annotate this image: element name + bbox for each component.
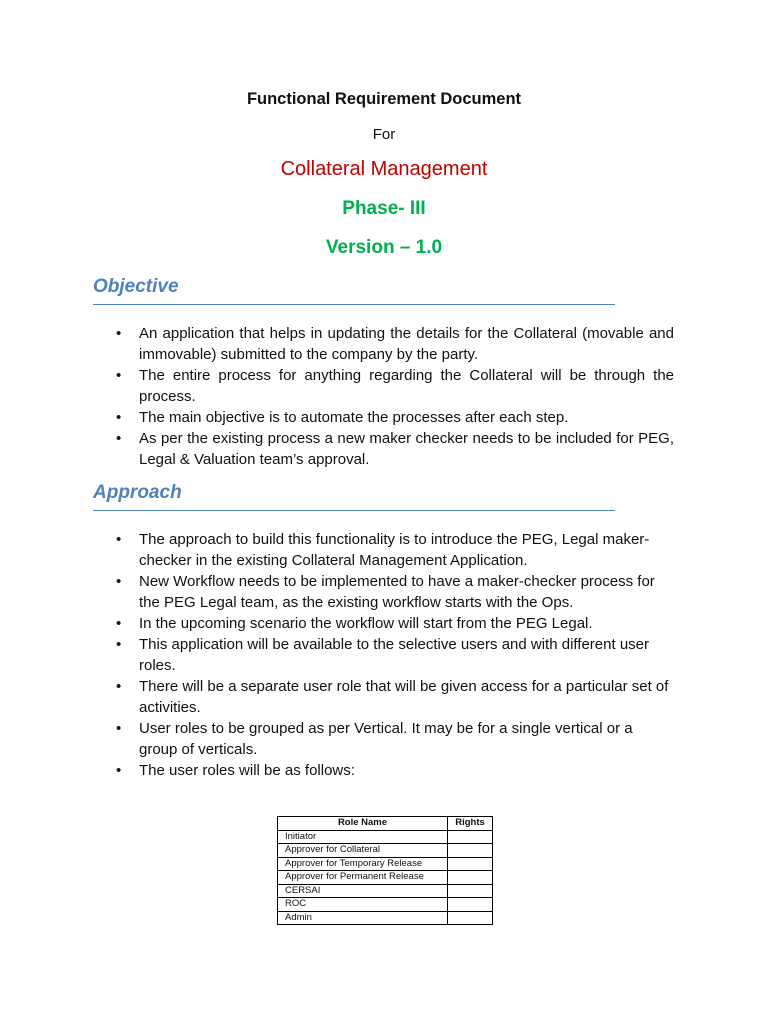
role-name-cell: Initiator: [278, 830, 448, 844]
list-item-text: An application that helps in updating the details for the Collateral (movable and immovable) submitted to the company by the party.: [139, 325, 674, 363]
rights-cell: [448, 871, 493, 885]
column-header-rights: Rights: [448, 817, 493, 831]
list-item: [116, 613, 674, 634]
role-name-cell: Admin: [278, 911, 448, 925]
bullet-icon: •: [116, 762, 122, 779]
bullet-icon: •: [116, 573, 122, 590]
document-title: Functional Requirement Document: [246, 90, 522, 108]
list-item-text: The main objective is to automate the processes after each step.: [139, 409, 569, 426]
role-name-cell: Approver for Collateral: [278, 844, 448, 858]
for-line: For: [372, 126, 396, 143]
product-name: Collateral Management: [280, 158, 488, 180]
list-item-text: User roles to be grouped as per Vertical. It may be for a single vertical or a group of verticals.: [139, 720, 633, 758]
rights-cell: [448, 884, 493, 898]
table-row: [278, 911, 493, 925]
bullet-icon: •: [116, 678, 122, 695]
rights-cell: [448, 911, 493, 925]
approach-heading: Approach: [93, 482, 615, 511]
table-row: [278, 884, 493, 898]
list-item-text: This application will be available to the selective users and with different user roles.: [139, 636, 649, 674]
table-header-row: [278, 817, 493, 831]
user-roles-table: [277, 816, 493, 925]
list-item: [116, 529, 674, 571]
list-item: [116, 676, 674, 718]
bullet-icon: •: [116, 531, 122, 548]
column-header-role-name: Role Name: [278, 817, 448, 831]
bullet-icon: •: [116, 409, 122, 426]
bullet-icon: •: [116, 367, 122, 384]
objective-list: [116, 323, 674, 470]
bullet-icon: •: [116, 325, 122, 342]
table-row: [278, 844, 493, 858]
list-item-text: The entire process for anything regarding the Collateral will be through the process.: [139, 367, 674, 405]
objective-heading: Objective: [93, 276, 615, 305]
bullet-icon: •: [116, 430, 122, 447]
list-item-text: The approach to build this functionality is to introduce the PEG, Legal maker-checker in the existing Collateral Management Application.: [139, 531, 650, 569]
list-item-text: As per the existing process a new maker checker needs to be included for PEG, Legal & Valuation team’s approval.: [139, 430, 674, 468]
rights-cell: [448, 898, 493, 912]
list-item-text: There will be a separate user role that will be given access for a particular set of activities.: [139, 678, 669, 716]
list-item: [116, 428, 674, 470]
list-item-text: The user roles will be as follows:: [139, 762, 355, 779]
list-item-text: In the upcoming scenario the workflow will start from the PEG Legal.: [139, 615, 593, 632]
rights-cell: [448, 830, 493, 844]
list-item: [116, 718, 674, 760]
list-item: [116, 365, 674, 407]
role-name-cell: Approver for Permanent Release: [278, 871, 448, 885]
bullet-icon: •: [116, 636, 122, 653]
table-row: [278, 830, 493, 844]
table-row: [278, 857, 493, 871]
list-item: [116, 571, 674, 613]
version-label: Version – 1.0: [325, 237, 443, 258]
approach-list: [116, 529, 674, 781]
bullet-icon: •: [116, 615, 122, 632]
table-row: [278, 871, 493, 885]
role-name-cell: Approver for Temporary Release: [278, 857, 448, 871]
list-item: [116, 323, 674, 365]
role-name-cell: ROC: [278, 898, 448, 912]
rights-cell: [448, 844, 493, 858]
phase-label: Phase- III: [342, 198, 426, 219]
list-item: [116, 407, 674, 428]
role-name-cell: CERSAI: [278, 884, 448, 898]
list-item: [116, 760, 674, 781]
rights-cell: [448, 857, 493, 871]
list-item: [116, 634, 674, 676]
bullet-icon: •: [116, 720, 122, 737]
table-row: [278, 898, 493, 912]
list-item-text: New Workflow needs to be implemented to have a maker-checker process for the PEG Legal team, as the existing workflow starts with the Ops.: [139, 573, 655, 611]
